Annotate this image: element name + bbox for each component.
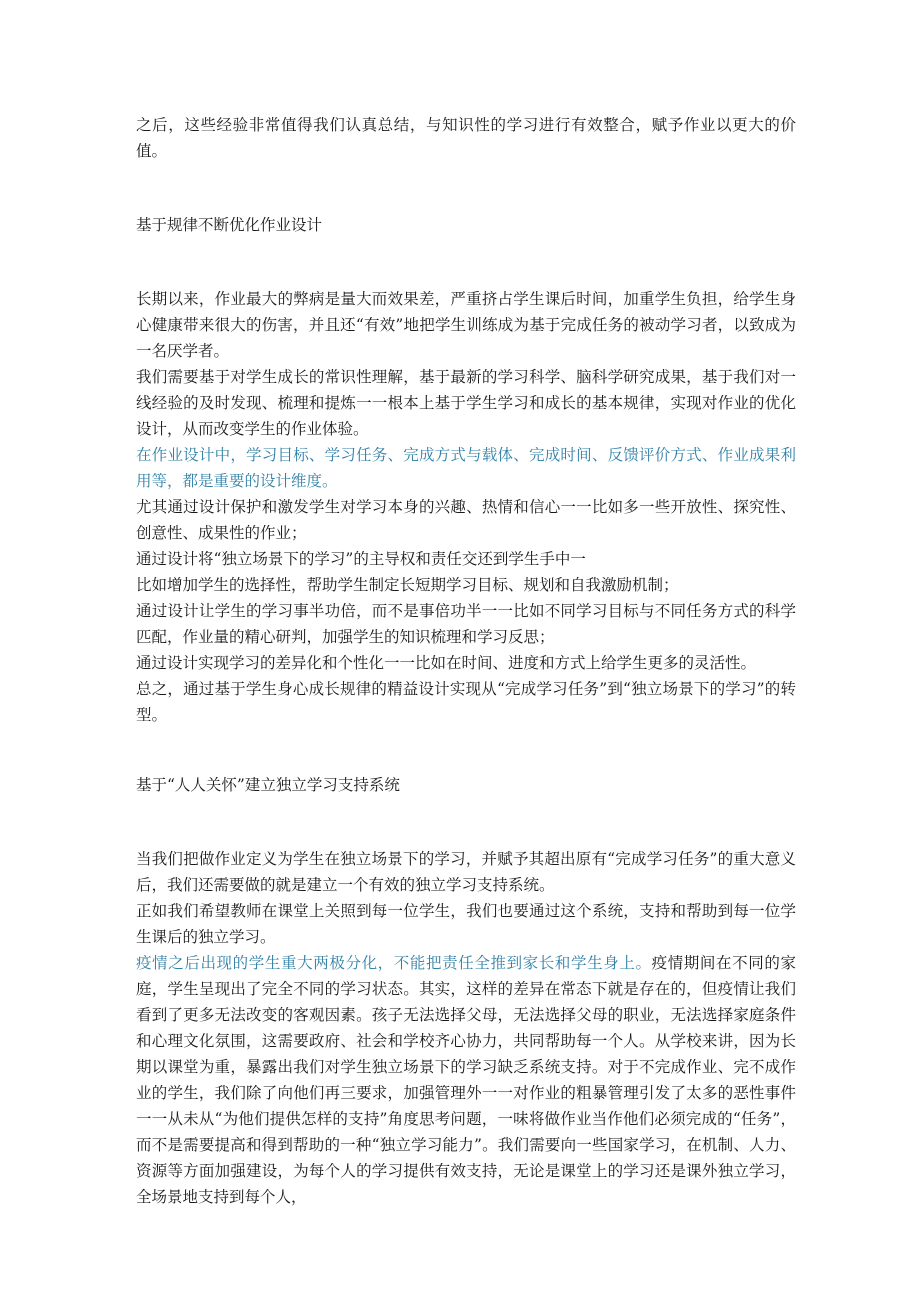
section1-paragraph-7: 通过设计让学生的学习事半功倍，而不是事倍功半一一比如不同学习目标与不同任务方式的科学匹配，作业量的精心研判，加强学生的知识梳理和学习反思； <box>136 602 796 646</box>
section1-highlight-paragraph: 在作业设计中，学习目标、学习任务、完成方式与载体、完成时间、反馈评价方式、作业成果利用等，都是重要的设计维度。 <box>136 446 796 490</box>
section2-paragraph-3-body: 疫情期间在不同的家庭，学生呈现出了完全不同的学习状态。其实，这样的差异在常态下就是存在的，但疫情让我们看到了更多无法改变的客观因素。孩子无法选择父母，无法选择父母的职业，无法选择家庭条件和心理文化氛围，这需要政府、社会和学校齐心协力，共同帮助每一个人。从学校来讲，因为长期以课堂为重，暴露出我们对学生独立场景下的学习缺乏系统支持。对于不完成作业、完不成作业的学生，我们除了向他们再三要求，加强管理外一一对作业的粗暴管理引发了太多的恶性事件一一从未从“为他们提供怎样的支持”角度思考问题，一味将做作业当作他们必须完成的“任务”，而不是需要提高和得到帮助的一种“独立学习能力”。我们需要向一些国家学习，在机制、人力、资源等方面加强建设，为每个人的学习提供有效支持，无论是课堂上的学习还是课外独立学习，全场景地支持到每个人， <box>136 954 796 1206</box>
section1-paragraph-4: 尤其通过设计保护和激发学生对学习本身的兴趣、热情和信心一一比如多一些开放性、探究性、创意性、成果性的作业； <box>136 498 796 542</box>
section2-paragraph-1: 当我们把做作业定义为学生在独立场景下的学习，并赋予其超出原有“完成学习任务”的重大意义后，我们还需要做的就是建立一个有效的独立学习支持系统。 <box>136 850 796 894</box>
section1-paragraph-8: 通过设计实现学习的差异化和个性化一一比如在时间、进度和方式上给学生更多的灵活性。 <box>136 654 757 672</box>
intro-paragraph: 之后，这些经验非常值得我们认真总结，与知识性的学习进行有效整合，赋予作业以更大的价值。 <box>136 116 796 160</box>
section2-paragraph-2: 正如我们希望教师在课堂上关照到每一位学生，我们也要通过这个系统，支持和帮助到每一位学生课后的独立学习。 <box>136 902 796 946</box>
section-2 <box>136 846 796 1210</box>
section-1 <box>136 286 796 728</box>
section1-paragraph-6: 比如增加学生的选择性，帮助学生制定长短期学习目标、规划和自我激励机制； <box>136 576 679 594</box>
section-heading-optimize-homework: 基于规律不断优化作业设计 <box>136 216 323 234</box>
section2-highlight-sentence: 疫情之后出现的学生重大两极分化，不能把责任全推到家长和学生身上。 <box>136 954 652 972</box>
section1-paragraph-5: 通过设计将“独立场景下的学习”的主导权和责任交还到学生手中一 <box>136 550 586 568</box>
heading-block-1 <box>136 212 796 238</box>
section2-paragraph-3 <box>136 950 796 1210</box>
section1-paragraph-9: 总之，通过基于学生身心成长规律的精益设计实现从“完成学习任务”到“独立场景下的学习”的转型。 <box>136 680 796 724</box>
section1-paragraph-2: 我们需要基于对学生成长的常识性理解，基于最新的学习科学、脑科学研究成果，基于我们对一线经验的及时发现、梳理和提炼一一根本上基于学生学习和成长的基本规律，实现对作业的优化设计，从而改变学生的作业体验。 <box>136 368 796 438</box>
heading-block-2 <box>136 772 796 798</box>
section-heading-support-system: 基于“人人关怀”建立独立学习支持系统 <box>136 776 400 794</box>
section1-paragraph-1: 长期以来，作业最大的弊病是量大而效果差，严重挤占学生课后时间，加重学生负担，给学生身心健康带来很大的伤害，并且还“有效”地把学生训练成为基于完成任务的被动学习者，以致成为一名厌学者。 <box>136 290 796 360</box>
intro-block <box>136 112 796 164</box>
